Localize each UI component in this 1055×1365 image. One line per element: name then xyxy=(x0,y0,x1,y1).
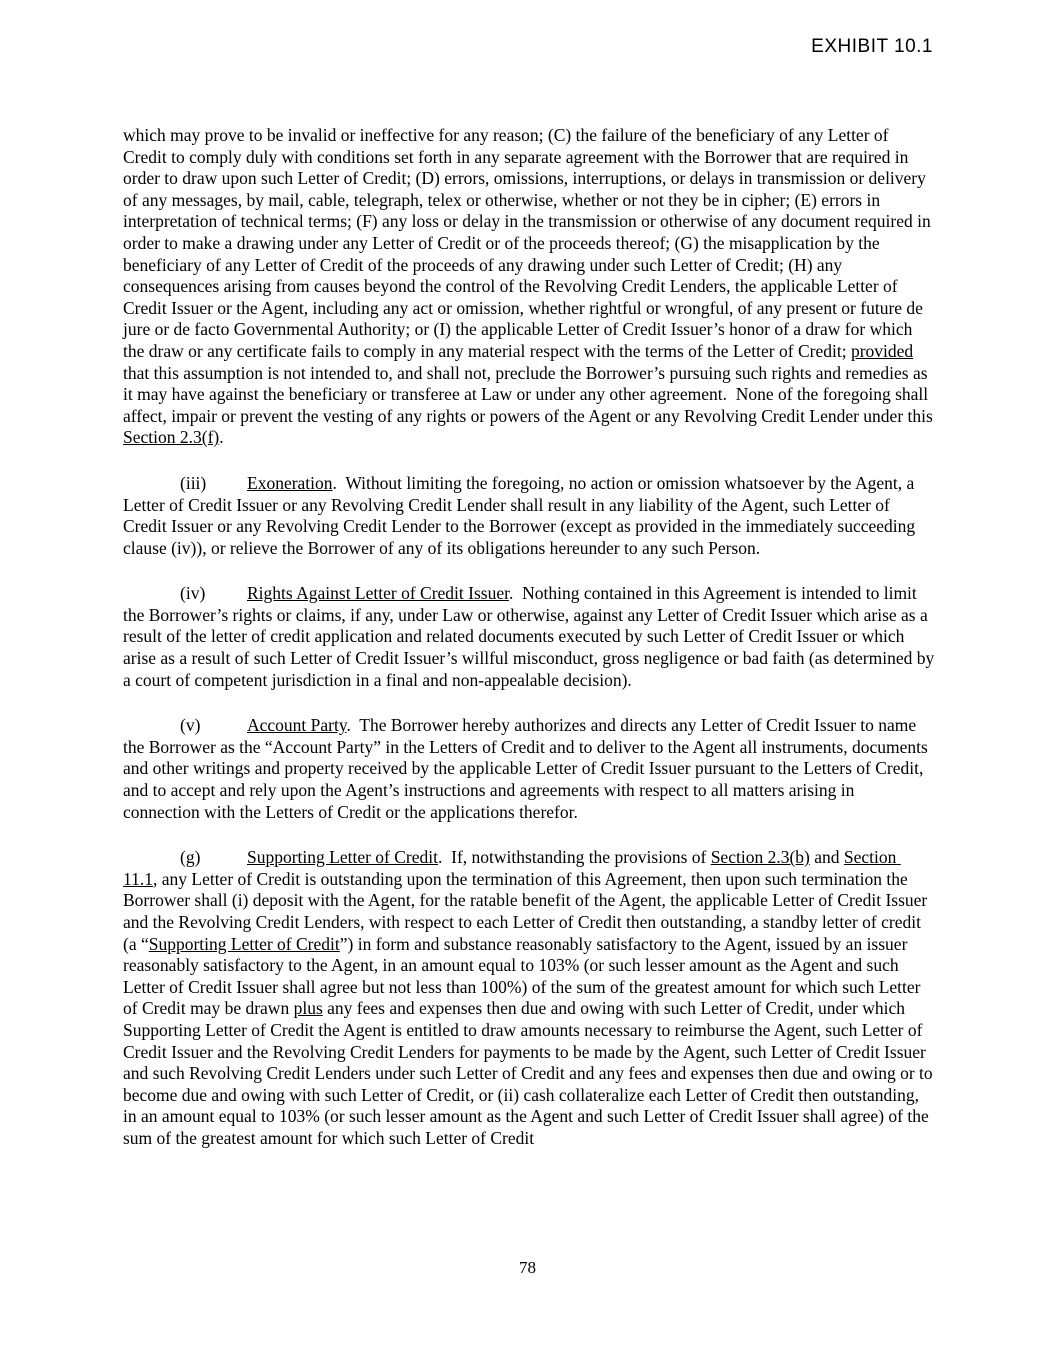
paragraph-label: (g) xyxy=(180,847,201,868)
paragraph xyxy=(123,715,935,823)
paragraph-label: (iv) xyxy=(180,583,206,604)
underlined-text: plus xyxy=(293,998,323,1019)
text-run: any fees and expenses then due and owing with such Letter of Credit, under which Supporting Letter of Credit the Agent is entitled to draw amounts necessary to reimburse the Agent, such Letter of Credit Issuer and the Revolving Credit Lenders for payments to be made by the Agent, such Letter of Credit Issuer and such Revolving Credit Lenders under such Letter of Credit and any fees and expenses then due and owing or to become due and owing with such Letter of Credit, or (ii) cash collateralize each Letter of Credit then outstanding, in an amount equal to 103% (or such lesser amount as the Agent and such Letter of Credit Issuer shall agree) of the sum of the greatest amount for which such Letter of Credit xyxy=(123,998,938,1148)
paragraph-label: (iii) xyxy=(180,472,207,493)
underlined-text: Section 2.3(f) xyxy=(123,427,220,448)
text-run: that this assumption is not intended to, and shall not, preclude the Borrower’s pursuing such rights and remedies as it may have against the beneficiary or transferee at Law or under any other agreement. None of the foregoing shall affect, impair or prevent the vesting of any rights or powers of the Agent or any Revolving Credit Lender under this xyxy=(123,340,938,426)
page-number: 78 xyxy=(519,1258,536,1277)
text-run: . Without limiting the foregoing, no action or omission whatsoever by the Agent, a Letter of Credit Issuer or any Revolving Credit Lender shall result in any liability of the Agent, such Letter of Credit Issuer or any Revolving Credit Lender to the Borrower (except as provided in the immediately succeeding clause (iv)), or relieve the Borrower of any of its obligations hereunder to any such Person. xyxy=(123,472,920,558)
paragraph xyxy=(123,583,939,691)
text-run: and xyxy=(809,847,844,868)
text-run: . xyxy=(219,427,224,448)
text-run: , any Letter of Credit is outstanding upon the termination of this Agreement, then upon such termination the Borrower shall (i) deposit with the Agent, for the ratable benefit of the Agent, the applicable Letter of Credit Issuer and the Revolving Credit Lenders, with respect to each Letter of Credit then outstanding, a standby letter of credit (a “ xyxy=(123,868,932,954)
paragraph xyxy=(123,125,938,449)
underlined-text: Supporting Letter of Credit xyxy=(247,847,439,868)
underlined-text: Rights Against Letter of Credit Issuer xyxy=(247,583,509,604)
underlined-text: Section 2.3(b) xyxy=(710,847,810,868)
paragraph-label: (v) xyxy=(180,715,201,736)
exhibit-header: EXHIBIT 10.1 xyxy=(811,36,933,57)
underlined-text: provided xyxy=(850,340,914,361)
text-run: . If, notwithstanding the provisions of xyxy=(438,847,711,868)
text-run: which may prove to be invalid or ineffective for any reason; (C) the failure of the beneficiary of any Letter of Credit to comply duly with conditions set forth in any separate agreement with the Borrower that are required in order to draw upon such Letter of Credit; (D) errors, omissions, interruptions, or delays in transmission or delivery of any messages, by mail, cable, telegraph, telex or otherwise, whether or not they be in cipher; (E) errors in interpretation of technical terms; (F) any loss or delay in the transmission or otherwise of any document required in order to make a drawing under any Letter of Credit or of the proceeds thereof; (G) the misapplication by the beneficiary of any Letter of Credit of the proceeds of any drawing under such Letter of Credit; (H) any consequences arising from causes beyond the control of the Revolving Credit Lenders, the applicable Letter of Credit Issuer or the Agent, including any act or omission, whether rightful or wrongful, of any present or future de jure or de facto Governmental Authority; or (I) the applicable Letter of Credit Issuer’s honor of a draw for which the draw or any certificate fails to comply in any material respect with the terms of the Letter of Credit; xyxy=(123,125,936,361)
paragraph xyxy=(123,847,938,1149)
underlined-text: Supporting Letter of Credit xyxy=(148,933,340,954)
text-run: . The Borrower hereby authorizes and directs any Letter of Credit Issuer to name the Borrower as the “Account Party” in the Letters of Credit and to deliver to the Agent all instruments, documents and other writings and property received by the applicable Letter of Credit Issuer pursuant to the Letters of Credit, and to accept and rely upon the Agent’s instructions and agreements with respect to all matters arising in connection with the Letters of Credit or the applications therefor. xyxy=(123,715,933,822)
underlined-text: Account Party xyxy=(247,715,347,736)
text-run: . Nothing contained in this Agreement is intended to limit the Borrower’s rights or claims, if any, under Law or otherwise, against any Letter of Credit Issuer which arise as a result of the letter of credit application and related documents executed by such Letter of Credit Issuer or which arise as a result of such Letter of Credit Issuer’s willful misconduct, gross negligence or bad faith (as determined by a court of competent jurisdiction in a final and non-appealable decision). xyxy=(123,583,939,690)
underlined-text: Section 11.1 xyxy=(123,847,901,889)
paragraph xyxy=(123,473,935,559)
underlined-text: Exoneration xyxy=(247,472,333,493)
text-run: ”) in form and substance reasonably satisfactory to the Agent, issued by an issuer reasonably satisfactory to the Agent, in an amount equal to 103% (or such lesser amount as the Agent and such Letter of Credit Issuer shall agree but not less than 100%) of the sum of the greatest amount for which such Letter of Credit may be drawn xyxy=(123,933,925,1019)
document-body xyxy=(123,125,939,1174)
